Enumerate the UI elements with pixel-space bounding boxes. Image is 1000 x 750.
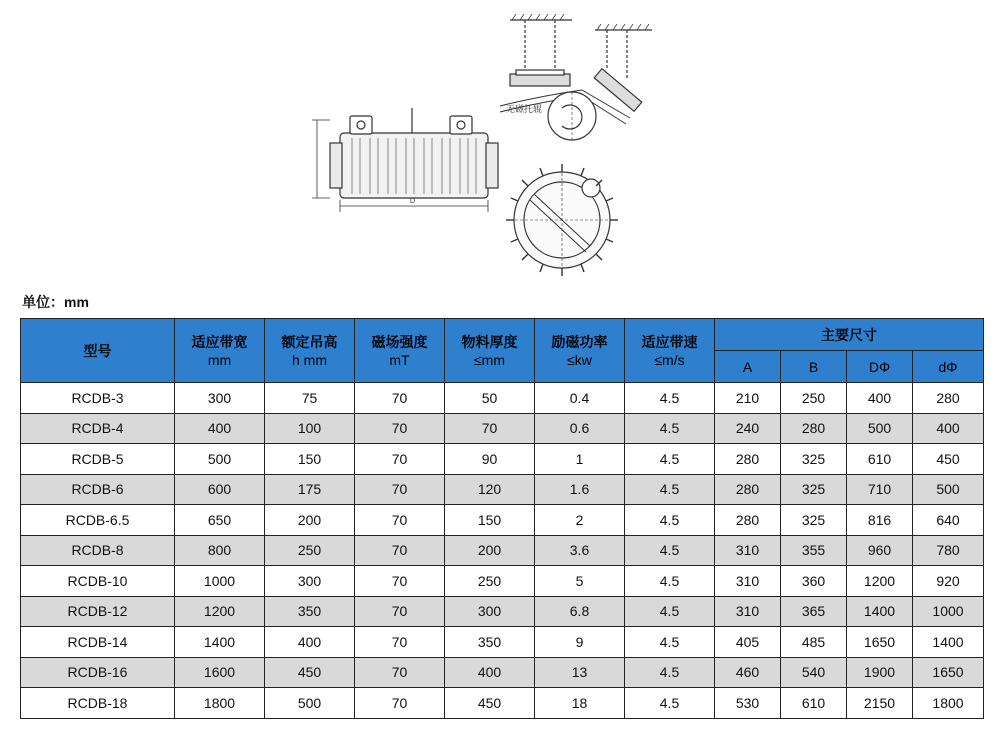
table-cell: 365 — [781, 596, 847, 627]
table-cell: 400 — [847, 383, 913, 414]
table-cell: 400 — [175, 413, 265, 444]
table-cell: 1200 — [175, 596, 265, 627]
table-cell: 400 — [913, 413, 984, 444]
table-cell: 325 — [781, 474, 847, 505]
table-cell: 400 — [265, 627, 355, 658]
model-cell: RCDB-4 — [21, 413, 175, 444]
table-cell: 2 — [535, 505, 625, 536]
table-cell: 400 — [445, 657, 535, 688]
table-cell: 4.5 — [625, 657, 715, 688]
table-cell: 4.5 — [625, 627, 715, 658]
table-cell: 1000 — [913, 596, 984, 627]
table-cell: 175 — [265, 474, 355, 505]
table-cell: 450 — [265, 657, 355, 688]
table-cell: 100 — [265, 413, 355, 444]
installation-view — [500, 14, 652, 140]
header-hang-height: 额定吊高 h mm — [265, 319, 355, 383]
header-main-dimensions: 主要尺寸 — [715, 319, 984, 351]
table-cell: 1200 — [847, 566, 913, 597]
table-row — [21, 688, 984, 719]
table-cell: 300 — [265, 566, 355, 597]
table-cell: 450 — [445, 688, 535, 719]
table-cell: 650 — [175, 505, 265, 536]
table-cell: 350 — [265, 596, 355, 627]
table-cell: 460 — [715, 657, 781, 688]
table-cell: 9 — [535, 627, 625, 658]
model-cell: RCDB-10 — [21, 566, 175, 597]
table-cell: 500 — [265, 688, 355, 719]
specification-table — [20, 318, 984, 719]
header-dim-a: A — [715, 351, 781, 383]
table-cell: 485 — [781, 627, 847, 658]
table-cell: 540 — [781, 657, 847, 688]
model-cell: RCDB-16 — [21, 657, 175, 688]
table-cell: 280 — [715, 444, 781, 475]
header-belt-speed: 适应带速 ≤m/s — [625, 319, 715, 383]
table-cell: 200 — [445, 535, 535, 566]
table-cell: 710 — [847, 474, 913, 505]
header-dim-b: B — [781, 351, 847, 383]
table-cell: 150 — [445, 505, 535, 536]
table-cell: 18 — [535, 688, 625, 719]
table-cell: 4.5 — [625, 596, 715, 627]
table-cell: 2150 — [847, 688, 913, 719]
magnet-side-view — [312, 108, 498, 212]
table-cell: 530 — [715, 688, 781, 719]
table-cell: 1650 — [913, 657, 984, 688]
table-row — [21, 596, 984, 627]
unit-label: 单位：mm — [22, 294, 89, 310]
table-cell: 70 — [445, 413, 535, 444]
header-excitation-power: 励磁功率 ≤kw — [535, 319, 625, 383]
header-material-thickness: 物料厚度 ≤mm — [445, 319, 535, 383]
table-cell: 240 — [715, 413, 781, 444]
table-cell: 405 — [715, 627, 781, 658]
table-cell: 1400 — [175, 627, 265, 658]
table-row — [21, 657, 984, 688]
model-cell: RCDB-5 — [21, 444, 175, 475]
table-cell: 1400 — [847, 596, 913, 627]
table-row — [21, 383, 984, 414]
table-cell: 70 — [355, 566, 445, 597]
table-cell: 1800 — [175, 688, 265, 719]
table-cell: 280 — [715, 505, 781, 536]
table-cell: 280 — [913, 383, 984, 414]
table-cell: 4.5 — [625, 505, 715, 536]
table-cell: 4.5 — [625, 474, 715, 505]
table-row — [21, 444, 984, 475]
table-cell: 210 — [715, 383, 781, 414]
table-cell: 450 — [913, 444, 984, 475]
table-cell: 1000 — [175, 566, 265, 597]
table-cell: 4.5 — [625, 688, 715, 719]
table-cell: 70 — [355, 505, 445, 536]
table-cell: 800 — [175, 535, 265, 566]
table-cell: 310 — [715, 566, 781, 597]
table-cell: 4.5 — [625, 566, 715, 597]
model-cell: RCDB-8 — [21, 535, 175, 566]
table-cell: 325 — [781, 505, 847, 536]
table-cell: 355 — [781, 535, 847, 566]
table-cell: 780 — [913, 535, 984, 566]
table-cell: 0.4 — [535, 383, 625, 414]
table-cell: 4.5 — [625, 444, 715, 475]
table-cell: 310 — [715, 596, 781, 627]
table-cell: 610 — [781, 688, 847, 719]
header-dim-small-d: dΦ — [913, 351, 984, 383]
table-cell: 250 — [781, 383, 847, 414]
table-cell: 920 — [913, 566, 984, 597]
model-cell: RCDB-6 — [21, 474, 175, 505]
table-cell: 4.5 — [625, 383, 715, 414]
table-cell: 960 — [847, 535, 913, 566]
table-cell: 1.6 — [535, 474, 625, 505]
table-cell: 3.6 — [535, 535, 625, 566]
table-row — [21, 505, 984, 536]
table-cell: 5 — [535, 566, 625, 597]
table-cell: 70 — [355, 474, 445, 505]
table-cell: 75 — [265, 383, 355, 414]
table-cell: 300 — [175, 383, 265, 414]
table-cell: 70 — [355, 627, 445, 658]
table-cell: 70 — [355, 535, 445, 566]
table-cell: 4.5 — [625, 413, 715, 444]
model-cell: RCDB-18 — [21, 688, 175, 719]
cross-section-view — [506, 164, 618, 276]
model-cell: RCDB-12 — [21, 596, 175, 627]
header-dim-d: DΦ — [847, 351, 913, 383]
header-belt-width: 适应带宽 mm — [175, 319, 265, 383]
table-cell: 250 — [445, 566, 535, 597]
table-cell: 310 — [715, 535, 781, 566]
table-cell: 325 — [781, 444, 847, 475]
table-cell: 600 — [175, 474, 265, 505]
model-cell: RCDB-14 — [21, 627, 175, 658]
table-cell: 280 — [781, 413, 847, 444]
table-body — [21, 383, 984, 719]
table-cell: 610 — [847, 444, 913, 475]
table-cell: 300 — [445, 596, 535, 627]
table-cell: 816 — [847, 505, 913, 536]
table-cell: 250 — [265, 535, 355, 566]
header-model: 型号 — [21, 319, 175, 383]
table-cell: 120 — [445, 474, 535, 505]
table-cell: 50 — [445, 383, 535, 414]
table-cell: 1800 — [913, 688, 984, 719]
dimension-label: D — [410, 198, 416, 205]
table-cell: 1600 — [175, 657, 265, 688]
table-cell: 70 — [355, 413, 445, 444]
table-cell: 500 — [847, 413, 913, 444]
model-cell: RCDB-3 — [21, 383, 175, 414]
table-cell: 13 — [535, 657, 625, 688]
table-cell: 500 — [913, 474, 984, 505]
table-row — [21, 474, 984, 505]
table-cell: 70 — [355, 383, 445, 414]
table-row — [21, 627, 984, 658]
table-cell: 1400 — [913, 627, 984, 658]
table-cell: 4.5 — [625, 535, 715, 566]
table-cell: 90 — [445, 444, 535, 475]
table-cell: 6.8 — [535, 596, 625, 627]
table-cell: 1 — [535, 444, 625, 475]
table-cell: 200 — [265, 505, 355, 536]
table-row — [21, 413, 984, 444]
model-cell: RCDB-6.5 — [21, 505, 175, 536]
table-cell: 640 — [913, 505, 984, 536]
table-cell: 1650 — [847, 627, 913, 658]
table-cell: 150 — [265, 444, 355, 475]
table-cell: 70 — [355, 596, 445, 627]
header-field-strength: 磁场强度 mT — [355, 319, 445, 383]
table-cell: 280 — [715, 474, 781, 505]
table-cell: 1900 — [847, 657, 913, 688]
table-cell: 360 — [781, 566, 847, 597]
table-row — [21, 566, 984, 597]
technical-diagram — [300, 8, 660, 280]
table-cell: 70 — [355, 688, 445, 719]
table-cell: 0.6 — [535, 413, 625, 444]
table-cell: 350 — [445, 627, 535, 658]
table-cell: 500 — [175, 444, 265, 475]
table-row — [21, 535, 984, 566]
table-cell: 70 — [355, 657, 445, 688]
non-magnetic-roller-callout: 无磁托辊 — [506, 105, 543, 115]
table-cell: 70 — [355, 444, 445, 475]
